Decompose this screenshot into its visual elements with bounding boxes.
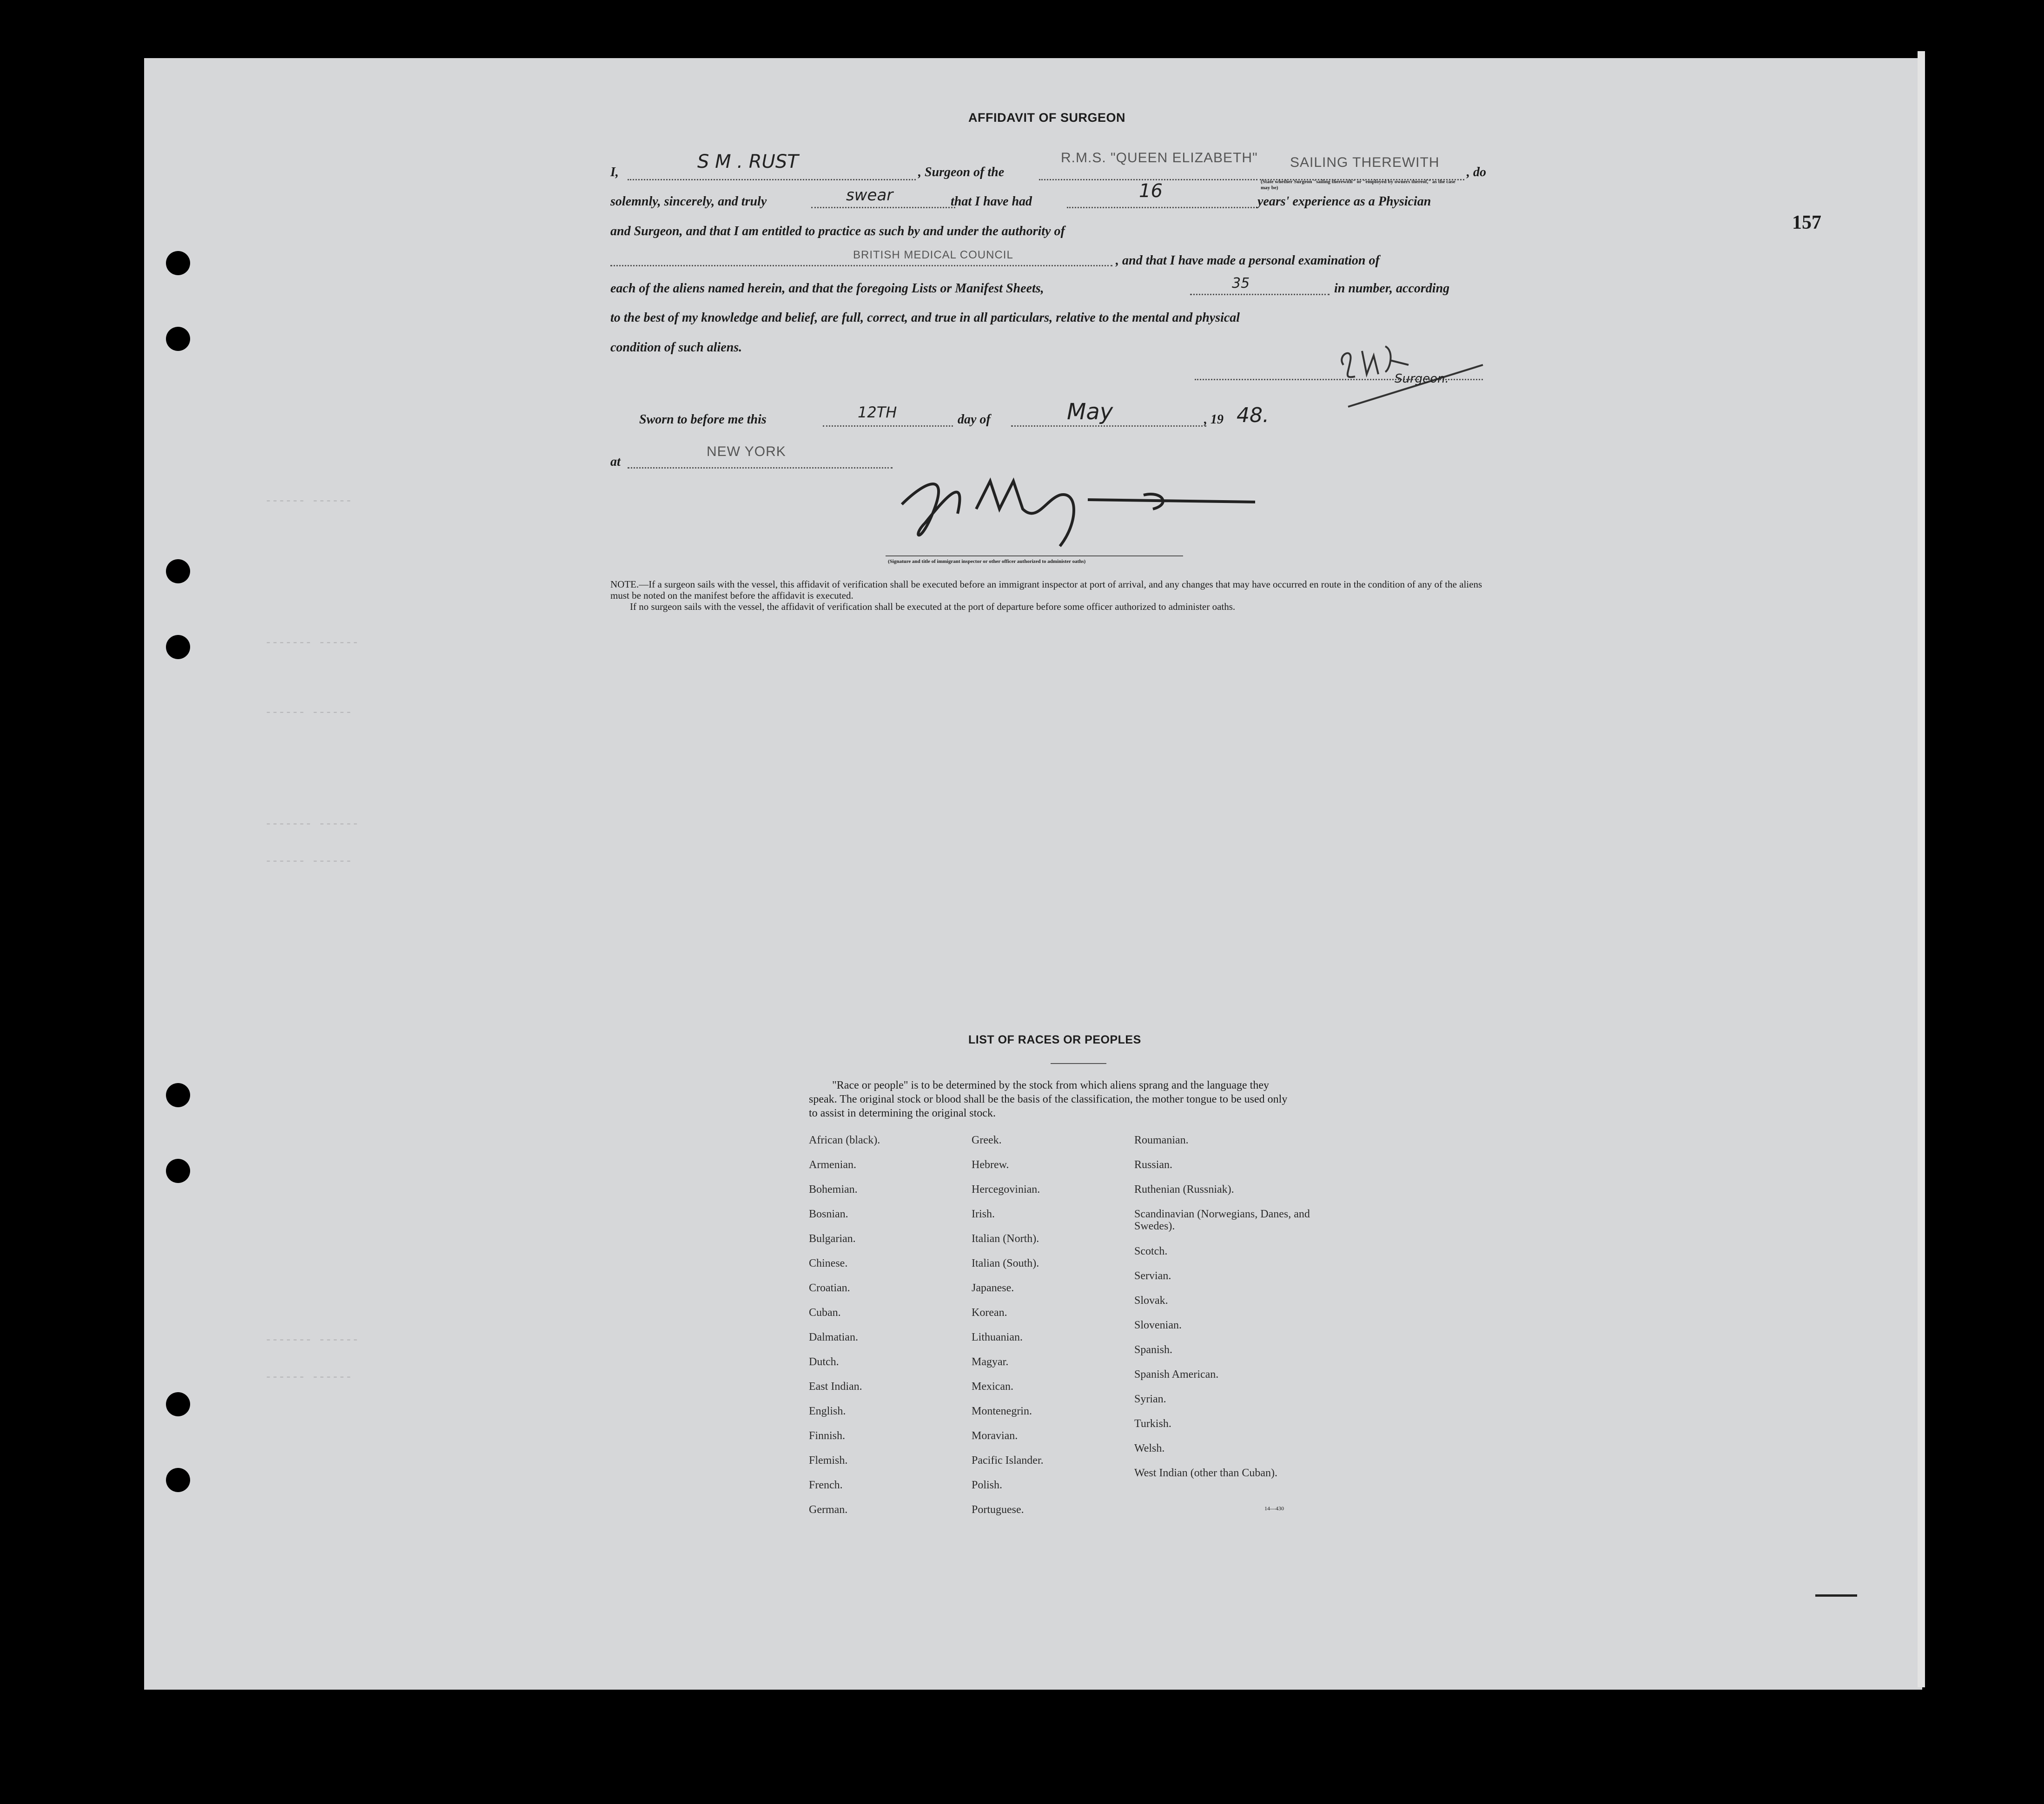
affidavit-word: and Surgeon, and that I am entitled to practice as such by and under the authority of <box>610 224 1065 238</box>
race-item: West Indian (other than Cuban). <box>1134 1467 1277 1479</box>
punch-hole <box>166 251 190 275</box>
oath-word: swear <box>846 186 893 205</box>
race-item: Hebrew. <box>972 1159 1009 1171</box>
affidavit-word: , Surgeon of the <box>918 165 1005 179</box>
affidavit-word: in number, according <box>1334 281 1450 296</box>
bleed-through-text: ------- ------ <box>265 637 359 649</box>
race-item: Irish. <box>972 1208 995 1220</box>
surgeon-name-line <box>628 179 916 180</box>
race-item: Italian (North). <box>972 1233 1039 1245</box>
races-intro: "Race or people" is to be determined by the stock from which aliens sprang and the language they speak. The original stock or blood shall be the basis of the classification, the mother tongue to be used only to assist in determining the original stock. <box>809 1079 1288 1119</box>
race-item: Slovenian. <box>1134 1319 1182 1331</box>
bleed-through-text: ------ ------ <box>265 855 352 868</box>
race-item: German. <box>809 1504 848 1516</box>
punch-hole <box>166 1159 190 1183</box>
race-item: Mexican. <box>972 1381 1013 1393</box>
race-item: Japanese. <box>972 1282 1014 1294</box>
race-item: Welsh. <box>1134 1442 1165 1454</box>
sailing-status: SAILING THEREWITH <box>1290 155 1440 170</box>
sworn-word: , 19 <box>1204 412 1224 427</box>
race-item: Slovak. <box>1134 1295 1168 1307</box>
punch-hole <box>166 1468 190 1492</box>
race-item: English. <box>809 1405 846 1417</box>
race-item: Syrian. <box>1134 1393 1166 1405</box>
years-value: 16 <box>1139 180 1163 202</box>
sworn-day-line <box>823 425 953 427</box>
sworn-place-line <box>628 467 893 469</box>
sworn-day: 12TH <box>858 403 897 421</box>
officer-caption: (Signature and title of immigrant inspector or other officer authorized to administer oaths) <box>888 559 1086 564</box>
margin-mark <box>1815 1594 1857 1597</box>
sworn-month-line <box>1011 425 1206 427</box>
race-item: Montenegrin. <box>972 1405 1032 1417</box>
races-column-3 <box>1134 1134 1311 1479</box>
race-item: Roumanian. <box>1134 1134 1189 1146</box>
note-paragraph-2: If no surgeon sails with the vessel, the affidavit of verification shall be executed at the port of departure before some officer authorized to administer oaths. <box>630 601 1236 612</box>
race-item: Polish. <box>972 1479 1003 1491</box>
page-number: 157 <box>1792 212 1821 233</box>
punch-hole <box>166 559 190 583</box>
affidavit-word: that I have had <box>951 194 1032 209</box>
race-item: Ruthenian (Russniak). <box>1134 1183 1234 1196</box>
authority-stamp: BRITISH MEDICAL COUNCIL <box>853 249 1013 261</box>
race-item: Magyar. <box>972 1356 1009 1368</box>
years-line <box>1067 207 1257 208</box>
bleed-through-text: ------ ------ <box>265 495 352 508</box>
race-item: Bosnian. <box>809 1208 848 1220</box>
race-item: Croatian. <box>809 1282 850 1294</box>
race-item: Korean. <box>972 1307 1007 1319</box>
affidavit-title: AFFIDAVIT OF SURGEON <box>968 111 1125 125</box>
race-item: Italian (South). <box>972 1257 1039 1269</box>
race-item: African (black). <box>809 1134 880 1146</box>
race-item: Pacific Islander. <box>972 1454 1044 1467</box>
race-item: Lithuanian. <box>972 1331 1023 1343</box>
form-code: 14—430 <box>1264 1505 1284 1512</box>
races-title: LIST OF RACES OR PEOPLES <box>968 1033 1141 1046</box>
races-title-rule <box>1051 1063 1106 1064</box>
officer-signature-line <box>886 555 1183 556</box>
race-item: Hercegovinian. <box>972 1183 1040 1196</box>
affidavit-word: solemnly, sincerely, and truly <box>610 194 767 209</box>
sheets-line <box>1190 294 1330 295</box>
sworn-word: day of <box>958 412 991 427</box>
sworn-word: at <box>610 455 621 469</box>
authority-line <box>610 265 1112 266</box>
sworn-year: 48. <box>1237 403 1269 427</box>
race-item: Scandinavian (Norwegians, Danes, and Swedes). <box>1134 1208 1310 1232</box>
races-column-2 <box>972 1134 1044 1528</box>
race-item: Russian. <box>1134 1159 1173 1171</box>
bleed-through-text: ------ ------ <box>265 707 352 719</box>
race-item: Bohemian. <box>809 1183 858 1196</box>
race-item: Cuban. <box>809 1307 841 1319</box>
race-item: Scotch. <box>1134 1245 1168 1257</box>
surgeon-name: S M . RUST <box>697 151 799 172</box>
punch-hole <box>166 635 190 659</box>
race-item: Dalmatian. <box>809 1331 858 1343</box>
affidavit-word: , and that I have made a personal examination of <box>1116 253 1380 268</box>
race-item: Portuguese. <box>972 1504 1024 1516</box>
race-item: French. <box>809 1479 843 1491</box>
affidavit-word: to the best of my knowledge and belief, are full, correct, and true in all particulars, relative to the mental and physical <box>610 311 1240 325</box>
race-item: Spanish. <box>1134 1344 1173 1356</box>
sworn-place: NEW YORK <box>707 444 786 459</box>
affidavit-word: condition of such aliens. <box>610 340 742 355</box>
affidavit-word: each of the aliens named herein, and that the foregoing Lists or Manifest Sheets, <box>610 281 1044 296</box>
state-note: (State whether Surgeon "sailing therewith" or "employed by owners thereof," as the case may be) <box>1261 179 1455 191</box>
race-item: Bulgarian. <box>809 1233 856 1245</box>
affidavit-word: years' experience as a Physician <box>1257 194 1431 209</box>
sworn-word: Sworn to before me this <box>639 412 767 427</box>
sheet-edge <box>1918 51 1925 1687</box>
sheets-count: 35 <box>1232 275 1250 291</box>
affidavit-word: I, <box>610 165 619 179</box>
race-item: Greek. <box>972 1134 1002 1146</box>
race-item: East Indian. <box>809 1381 862 1393</box>
race-item: Chinese. <box>809 1257 848 1269</box>
punch-hole <box>166 1392 190 1416</box>
bleed-through-text: ------ ------ <box>265 1371 352 1384</box>
race-item: Servian. <box>1134 1270 1171 1282</box>
sworn-month: May <box>1067 399 1113 425</box>
note-paragraph-1: NOTE.—If a surgeon sails with the vessel, this affidavit of verification shall be executed before an immigrant inspector at port of arrival, and any changes that may have occurred en route in the condition of any of the aliens must be noted on the manifest before the affidavit is executed. <box>610 579 1482 601</box>
race-item: Spanish American. <box>1134 1368 1219 1381</box>
race-item: Dutch. <box>809 1356 839 1368</box>
race-item: Armenian. <box>809 1159 856 1171</box>
bleed-through-text: ------- ------ <box>265 818 359 831</box>
oath-line <box>811 207 955 208</box>
race-item: Turkish. <box>1134 1418 1171 1430</box>
punch-hole <box>166 327 190 351</box>
surgeon-signature-label: Surgeon. <box>1395 372 1449 386</box>
race-item: Finnish. <box>809 1430 846 1442</box>
bleed-through-text: ------- ------ <box>265 1334 359 1347</box>
officer-signature <box>883 453 1278 555</box>
affidavit-word: , do <box>1467 165 1486 179</box>
punch-hole <box>166 1083 190 1107</box>
vessel-name: R.M.S. "QUEEN ELIZABETH" <box>1061 150 1258 165</box>
race-item: Moravian. <box>972 1430 1018 1442</box>
races-column-1 <box>809 1134 880 1528</box>
race-item: Flemish. <box>809 1454 848 1467</box>
